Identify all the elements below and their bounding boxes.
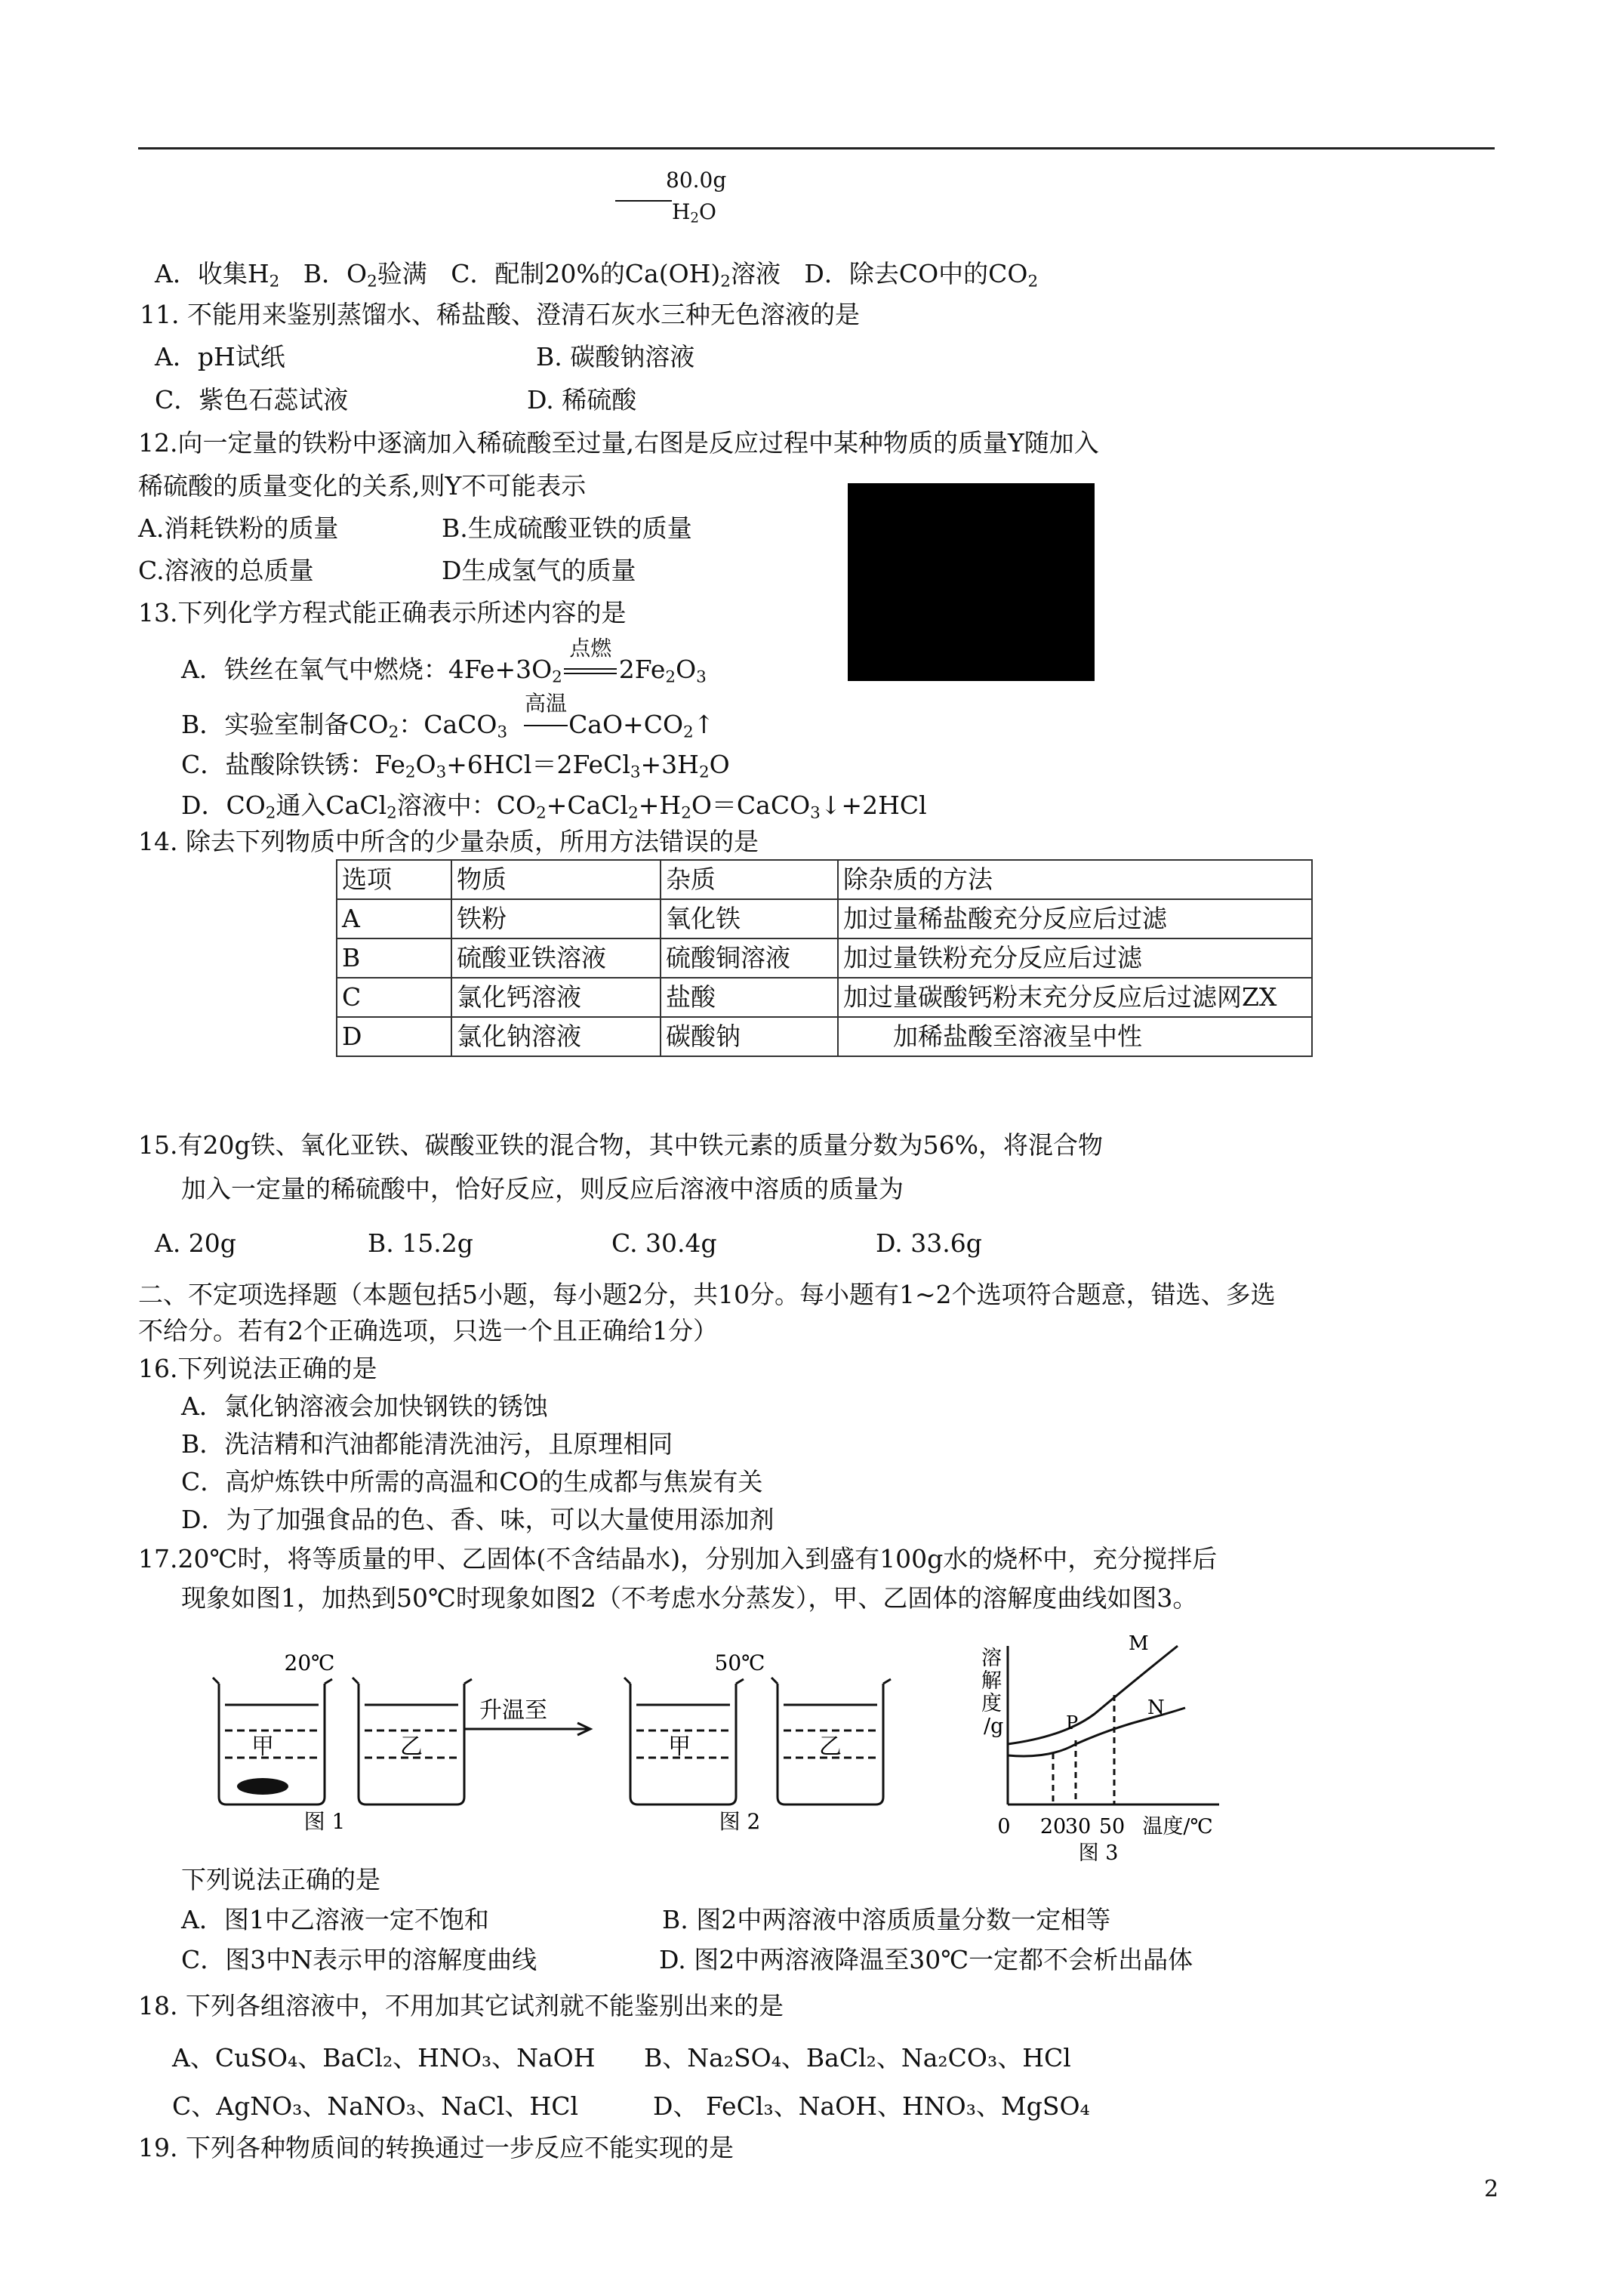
q11-stem: 11. 不能用来鉴别蒸馏水、稀盐酸、澄清石灰水三种无色溶液的是 [140, 300, 860, 329]
table-cell: 加过量铁粉充分反应后过滤 [838, 938, 1312, 978]
q15-option-c[interactable]: C. 30.4g [611, 1228, 717, 1258]
q14-stem: 14. 除去下列物质中所含的少量杂质，所用方法错误的是 [138, 827, 759, 856]
tick-0: 0 [997, 1815, 1011, 1838]
q12-option-a[interactable]: A.消耗铁粉的质量 [138, 513, 339, 543]
tick-30: 30 [1064, 1815, 1092, 1838]
table-header-row [337, 860, 1312, 899]
q12-option-b[interactable]: B.生成硫酸亚铁的质量 [442, 513, 692, 543]
yi-label-1: 乙 [400, 1734, 423, 1760]
table-row [337, 978, 1312, 1017]
y-axis-label: 溶解度/g [981, 1647, 1004, 1738]
q13-stem: 13.下列化学方程式能正确表示所述内容的是 [138, 598, 627, 627]
q10-options [155, 259, 1038, 297]
table-cell: B [337, 938, 451, 978]
table-cell: 盐酸 [661, 978, 838, 1017]
table-row [337, 938, 1312, 978]
table-cell: 硫酸铜溶液 [661, 938, 838, 978]
table-cell: 氧化铁 [661, 899, 838, 938]
page-number: 2 [1484, 2176, 1499, 2202]
table-cell: 铁粉 [451, 899, 661, 938]
header-rule [138, 147, 1495, 149]
q16-option-c[interactable]: C．高炉炼铁中所需的高温和CO的生成都与焦炭有关 [181, 1467, 763, 1496]
arrow-line [615, 200, 672, 202]
q13-option-d[interactable]: D．$CO_2$通入CaCl$_2$溶液中：$CO_2+CaCl_2+H_2O=CaCO_3↓+2HCl$ [181, 791, 927, 823]
q18-option-b[interactable]: B、Na₂SO₄、BaCl₂、Na₂CO₃、HCl [644, 2043, 1071, 2073]
q12-stem-1: 12.向一定量的铁粉中逐滴加入稀硫酸至过量,右图是反应过程中某种物质的质量Y随加入 [138, 428, 1099, 458]
q10-option-b[interactable]: B．$O_2$验满 [303, 259, 427, 291]
table-cell: 加过量稀盐酸充分反应后过滤 [838, 899, 1312, 938]
q17-sub-stem: 下列说法正确的是 [181, 1865, 380, 1894]
q13-option-a[interactable]: A．铁丝在氧气中燃烧：$4Fe+3O_2$ 点燃 $2Fe_2O_3$ [181, 636, 707, 687]
q11-option-b[interactable]: B. 碳酸钠溶液 [536, 342, 695, 371]
q17-option-d[interactable]: D. 图2中两溶液降温至30℃一定都不会析出晶体 [659, 1945, 1193, 1974]
tick-50: 50 [1098, 1815, 1126, 1838]
water-label: $H_2O$ [672, 199, 716, 227]
q12-option-d[interactable]: D生成氢气的质量 [442, 556, 636, 585]
label-m: M [1129, 1632, 1149, 1655]
caption-fig1: 图 1 [303, 1809, 346, 1834]
q16-option-b[interactable]: B．洗洁精和汽油都能清洗油污，且原理相同 [181, 1429, 673, 1459]
q17-option-b[interactable]: B. 图2中两溶液中溶质质量分数一定相等 [662, 1905, 1111, 1934]
table-cell: A [337, 899, 451, 938]
q12-option-c[interactable]: C.溶液的总质量 [138, 556, 314, 585]
q17-stem-1: 17.20℃时，将等质量的甲、乙固体(不含结晶水)，分别加入到盛有100g水的烧杯中，充分搅拌后 [138, 1544, 1218, 1573]
q10-option-a[interactable]: A．收集$H_2$ [155, 259, 280, 291]
jia-label-1: 甲 [251, 1734, 274, 1760]
table-row [337, 1017, 1312, 1056]
table-header: 物质 [451, 860, 661, 899]
q17-beaker-figure [196, 1646, 996, 1835]
q11-option-d[interactable]: D. 稀硫酸 [527, 385, 637, 415]
q15-option-d[interactable]: D. 33.6g [876, 1228, 982, 1258]
q15-option-b[interactable]: B. 15.2g [368, 1228, 473, 1258]
q17-stem-2: 现象如图1，加热到50℃时现象如图2（不考虑水分蒸发），甲、乙固体的溶解度曲线如图3。 [181, 1583, 1198, 1613]
yi-label-2: 乙 [819, 1734, 842, 1760]
q16-option-d[interactable]: D．为了加强食品的色、香、味，可以大量使用添加剂 [181, 1505, 775, 1534]
q13-option-b[interactable]: B．实验室制备$CO_2$：CaCO$_3$ 高温 $CaO+CO_2↑$ [181, 691, 715, 742]
q17-option-c[interactable]: C．图3中N表示甲的溶解度曲线 [181, 1945, 537, 1974]
table-cell: 碳酸钠 [661, 1017, 838, 1056]
q18-option-d[interactable]: D、 FeCl₃、NaOH、HNO₃、MgSO₄ [653, 2091, 1090, 2121]
label-n: N [1147, 1697, 1165, 1719]
q11-option-c[interactable]: C．紫色石蕊试液 [155, 385, 349, 415]
q14-table [336, 859, 1313, 1057]
q15-stem-1: 15.有20g铁、氧化亚铁、碳酸亚铁的混合物，其中铁元素的质量分数为56%，将混合物 [138, 1130, 1103, 1160]
jia-label-2: 甲 [668, 1734, 691, 1760]
table-header: 选项 [337, 860, 451, 899]
q16-stem: 16.下列说法正确的是 [138, 1354, 377, 1383]
table-cell: C [337, 978, 451, 1017]
section2-line-2: 不给分。若有2个正确选项，只选一个且正确给1分） [138, 1316, 718, 1345]
q12-stem-2: 稀硫酸的质量变化的关系,则Y不可能表示 [138, 471, 587, 501]
q11-option-a[interactable]: A．pH试纸 [155, 342, 285, 371]
q19-stem: 19. 下列各种物质间的转换通过一步反应不能实现的是 [138, 2133, 734, 2162]
solubility-curve-figure [959, 1631, 1276, 1865]
q16-option-a[interactable]: A．氯化钠溶液会加快钢铁的锈蚀 [181, 1391, 548, 1421]
q18-stem: 18. 下列各组溶液中，不用加其它试剂就不能鉴别出来的是 [138, 1991, 784, 2020]
q10-option-c[interactable]: C．配制20%的$Ca(OH)_2$溶液 [451, 259, 781, 291]
q13-option-c[interactable]: C．盐酸除铁锈：$Fe_2O_3+6HCl=2FeCl_3+3H_2O$ [181, 750, 730, 782]
q15-stem-2: 加入一定量的稀硫酸中，恰好反应，则反应后溶液中溶质的质量为 [181, 1174, 904, 1203]
q17-option-a[interactable]: A．图1中乙溶液一定不饱和 [181, 1905, 489, 1934]
table-header: 杂质 [661, 860, 838, 899]
table-header: 除杂质的方法 [838, 860, 1312, 899]
sediment [237, 1778, 288, 1795]
tick-20: 20 [1039, 1815, 1067, 1838]
curve-m [1008, 1646, 1178, 1744]
q18-option-a[interactable]: A、CuSO₄、BaCl₂、HNO₃、NaOH [172, 2043, 596, 2073]
q12-graph-image [848, 483, 1095, 681]
q15-option-a[interactable]: A. 20g [155, 1228, 236, 1258]
label-p: P [1066, 1712, 1079, 1734]
q10-option-d[interactable]: D．除去CO中的$CO_2$ [804, 259, 1039, 291]
table-cell: 加稀盐酸至溶液呈中性 [838, 1017, 1312, 1056]
temp-label-20: 20℃ [284, 1650, 335, 1675]
table-cell: 氯化钠溶液 [451, 1017, 661, 1056]
table-cell: 氯化钙溶液 [451, 978, 661, 1017]
temp-label-50: 50℃ [714, 1650, 765, 1675]
table-cell: 加过量碳酸钙粉末充分反应后过滤网ZX [838, 978, 1312, 1017]
x-axis-label: 温度/℃ [1142, 1815, 1213, 1838]
caption-fig2: 图 2 [719, 1809, 761, 1834]
table-row [337, 899, 1312, 938]
heat-arrow-label: 升温至 [479, 1697, 547, 1724]
table-cell: D [337, 1017, 451, 1056]
mass-label: 80.0g [666, 168, 727, 193]
caption-fig3: 图 3 [1078, 1841, 1119, 1865]
section2-line-1: 二、不定项选择题（本题包括5小题，每小题2分，共10分。每小题有1~2个选项符合题意，错选、多选 [138, 1280, 1276, 1309]
table-cell: 硫酸亚铁溶液 [451, 938, 661, 978]
q18-option-c[interactable]: C、AgNO₃、NaNO₃、NaCl、HCl [172, 2091, 579, 2121]
